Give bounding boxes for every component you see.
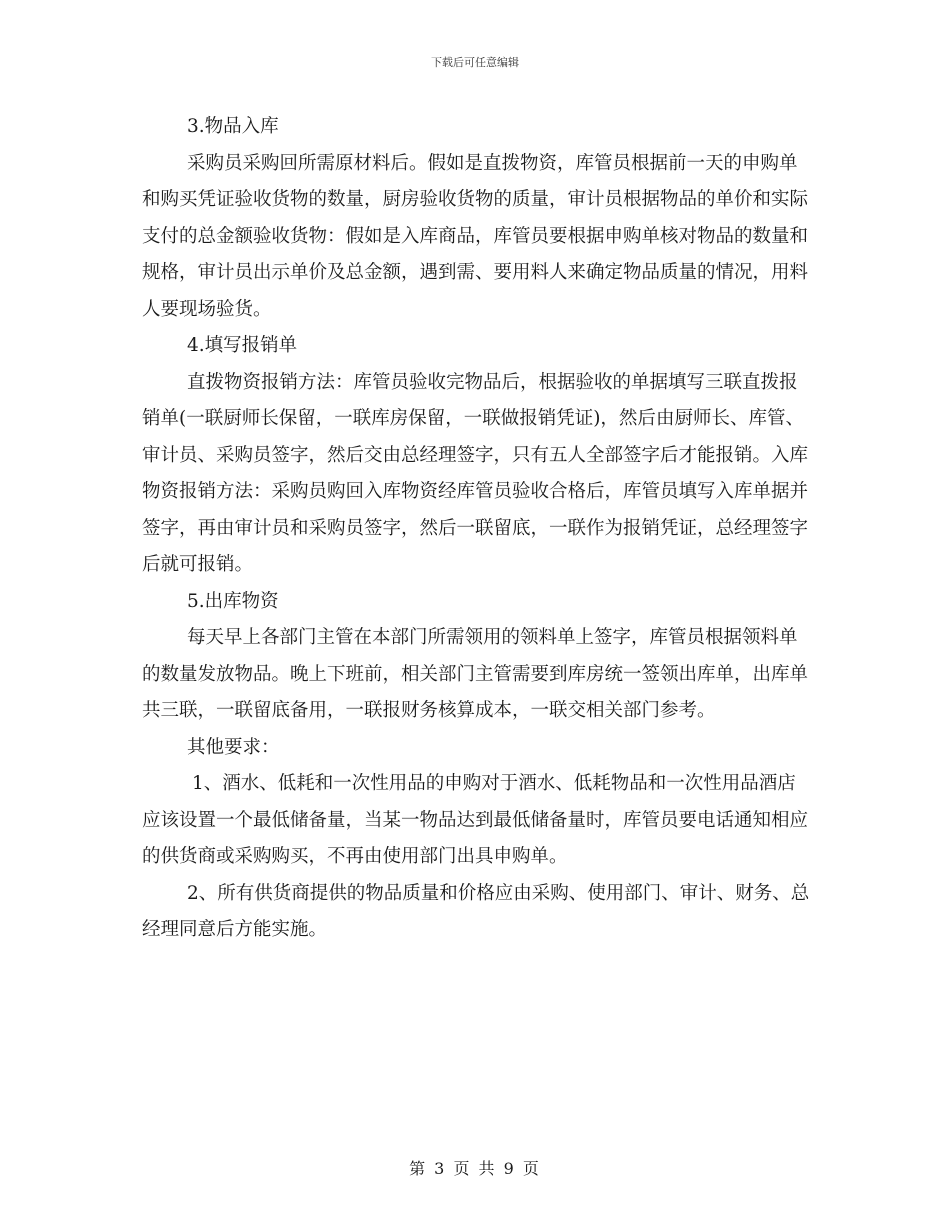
paragraph-reimbursement: 直拨物资报销方法：库管员验收完物品后，根据验收的单据填写三联直拨报销单(一联厨师长保留，一联库房保留，一联做报销凭证)，然后由厨师长、库管、审计员、采购员签字，然后交由总经理签字，只有五人全部签字后才能报销。入库物资报销方法：采购员购回入库物资经库管员验收合格后，库管员填写入库单据并签字，再由审计员和采购员签字，然后一联留底，一联作为报销凭证，总经理签字后就可报销。 — [142, 371, 809, 575]
requirement-item-1: 1、酒水、低耗和一次性用品的申购对于酒水、低耗物品和一次性用品酒店应该设置一个最低储备量，当某一物品达到最低储备量时，库管员要电话通知相应的供货商或采购购买，不再由使用部门出具申购单。 — [142, 773, 809, 867]
paragraph-stock-in: 采购员采购回所需原材料后。假如是直拨物资，库管员根据前一天的申购单和购买凭证验收货物的数量，厨房验收货物的质量，审计员根据物品的单价和实际支付的总金额验收货物：假如是入库商品，库管员要根据申购单核对物品的数量和规格，审计员出示单价及总金额，遇到需、要用料人来确定物品质量的情况，用料人要现场验货。 — [142, 152, 809, 320]
requirement-item-2: 2、所有供货商提供的物品质量和价格应由采购、使用部门、审计、财务、总经理同意后方能实施。 — [142, 882, 810, 940]
document-body — [142, 109, 814, 949]
section-heading-stock-out: 5.出库物资 — [187, 590, 279, 612]
section-heading-reimbursement: 4.填写报销单 — [187, 335, 298, 356]
paragraph-stock-out: 每天早上各部门主管在本部门所需领用的领料单上签字，库管员根据领料单的数量发放物品。晚上下班前，相关部门主管需要到库房统一签领出库单，出库单共三联，一联留底备用，一联报财务核算成本，一联交相关部门参考。 — [142, 627, 809, 721]
page-header: 下载后可任意编辑 — [431, 56, 519, 69]
section-heading-stock-in: 3.物品入库 — [187, 116, 279, 137]
page-number: 第 3 页 共 9 页 — [409, 1159, 541, 1178]
section-heading-other-requirements: 其他要求： — [187, 736, 280, 758]
